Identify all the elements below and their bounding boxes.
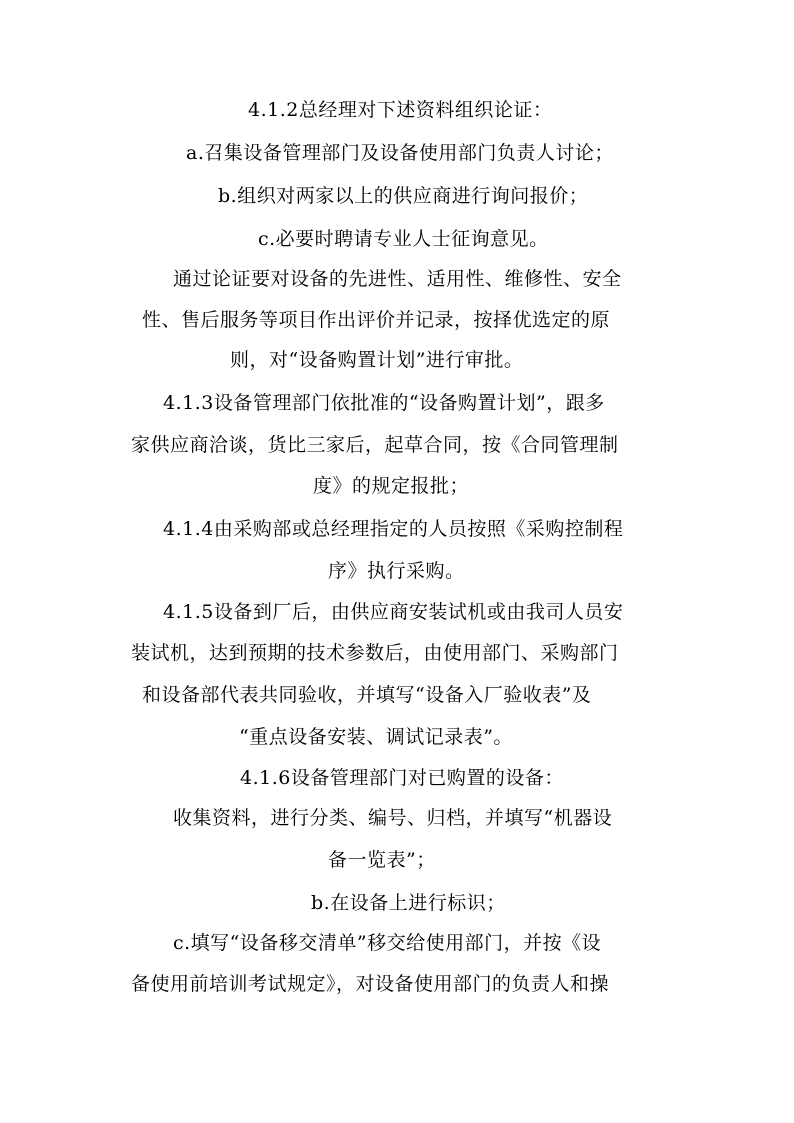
text-line: 度》的规定报批； [313, 475, 470, 497]
text-line: a.召集设备管理部门及设备使用部门负责人讨论； [186, 142, 614, 164]
text-line: 装试机，达到预期的技术参数后，由使用部门、采购部门 [131, 642, 619, 664]
text-line: 备一览表”； [328, 849, 436, 871]
text-line: 收集资料，进行分类、编号、归档，并填写“机器设 [173, 807, 613, 829]
text-line: 和设备部代表共同验收，并填写“设备入厂验收表”及 [142, 684, 592, 706]
text-line: c.填写“设备移交清单”移交给使用部门，并按《设 [173, 932, 602, 954]
text-line: 4.1.6设备管理部门对已购置的设备： [240, 767, 564, 789]
text-line: c.必要时聘请专业人士征询意见。 [258, 228, 549, 250]
text-line: 家供应商洽谈，货比三家后，起草合同，按《合同管理制 [131, 434, 619, 456]
text-line: b.组织对两家以上的供应商进行询问报价； [218, 185, 589, 207]
text-line: 通过论证要对设备的先进性、适用性、维修性、安全 [173, 268, 622, 290]
text-line: 4.1.2总经理对下述资料组织论证： [248, 99, 553, 121]
text-line: b.在设备上进行标识； [311, 892, 506, 914]
text-line: 4.1.5设备到厂后，由供应商安装试机或由我司人员安 [163, 601, 624, 623]
text-line: 4.1.4由采购部或总经理指定的人员按照《采购控制程 [163, 518, 624, 540]
text-line: 4.1.3设备管理部门依批准的“设备购置计划”，跟多 [163, 392, 605, 414]
text-line: 性、售后服务等项目作出评价并记录，按择优选定的原 [142, 309, 611, 331]
text-line: 备使用前培训考试规定》，对设备使用部门的负责人和操 [131, 973, 610, 995]
text-line: “重点设备安装、调试记录表”。 [239, 726, 513, 748]
text-line: 则，对“设备购置计划”进行审批。 [230, 349, 524, 371]
text-line: 序》执行采购。 [328, 560, 465, 582]
